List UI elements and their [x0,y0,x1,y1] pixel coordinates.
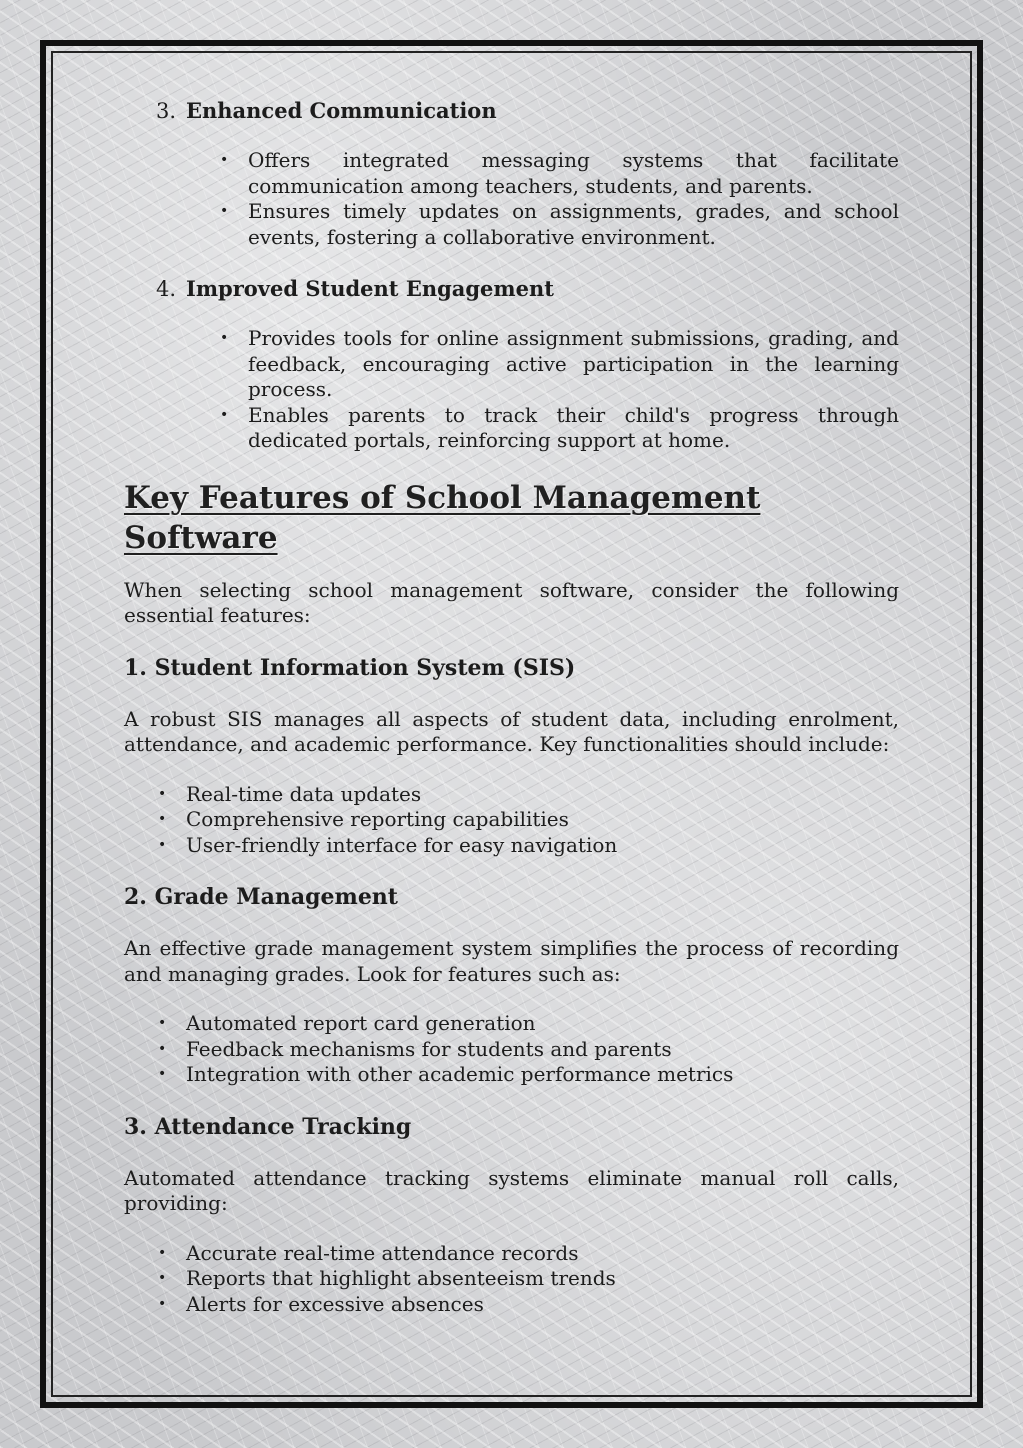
feature-description: Automated attendance tracking systems eliminate manual roll calls, providing: [124,1165,899,1215]
list-item: • Accurate real-time attendance records [186,1241,899,1267]
list-item: • Reports that highlight absenteeism trends [186,1266,899,1292]
feature-heading: 1. Student Information System (SIS) [124,654,576,681]
list-item: • Ensures timely updates on assignments, grades, and school events, fostering a collaborative environment. [248,199,899,250]
bullet-list [186,1011,899,1088]
list-item: • Comprehensive reporting capabilities [186,807,899,833]
subsection-number: 4. [156,277,177,301]
list-item: • Integration with other academic performance metrics [186,1062,899,1088]
list-item: • Enables parents to track their child's progress through dedicated portals, reinforcing support at home. [248,403,899,454]
list-item: • Alerts for excessive absences [186,1292,899,1318]
feature-heading: 3. Attendance Tracking [124,1113,412,1140]
feature-description: An effective grade management system simplifies the process of recording and managing grades. Look for features such as: [124,936,899,986]
bullet-list [186,1241,899,1318]
bullet-list [186,782,899,859]
document-body [124,96,899,1341]
list-item: • User-friendly interface for easy navigation [186,833,899,859]
list-item: • Feedback mechanisms for students and parents [186,1037,899,1063]
subsection-heading [156,96,899,126]
list-item: • Real-time data updates [186,782,899,808]
feature-heading: 2. Grade Management [124,884,398,910]
feature-description: A robust SIS manages all aspects of student data, including enrolment, attendance, and academic performance. Key functionalities should include: [124,706,899,756]
subsection-number: 3. [156,99,177,123]
main-heading: Key Features of School Management Software [124,479,761,556]
intro-paragraph: When selecting school management software, consider the following essential features: [124,577,899,627]
subsection-heading [156,274,899,304]
subsection-title: Enhanced Communication [186,98,497,123]
list-item: • Provides tools for online assignment submissions, grading, and feedback, encouraging active participation in the learning process. [248,326,899,403]
list-item: • Automated report card generation [186,1011,899,1037]
list-item: • Offers integrated messaging systems that facilitate communication among teachers, students, and parents. [248,148,899,199]
bullet-list [248,326,899,454]
subsection-title: Improved Student Engagement [186,276,554,301]
bullet-list [248,148,899,250]
